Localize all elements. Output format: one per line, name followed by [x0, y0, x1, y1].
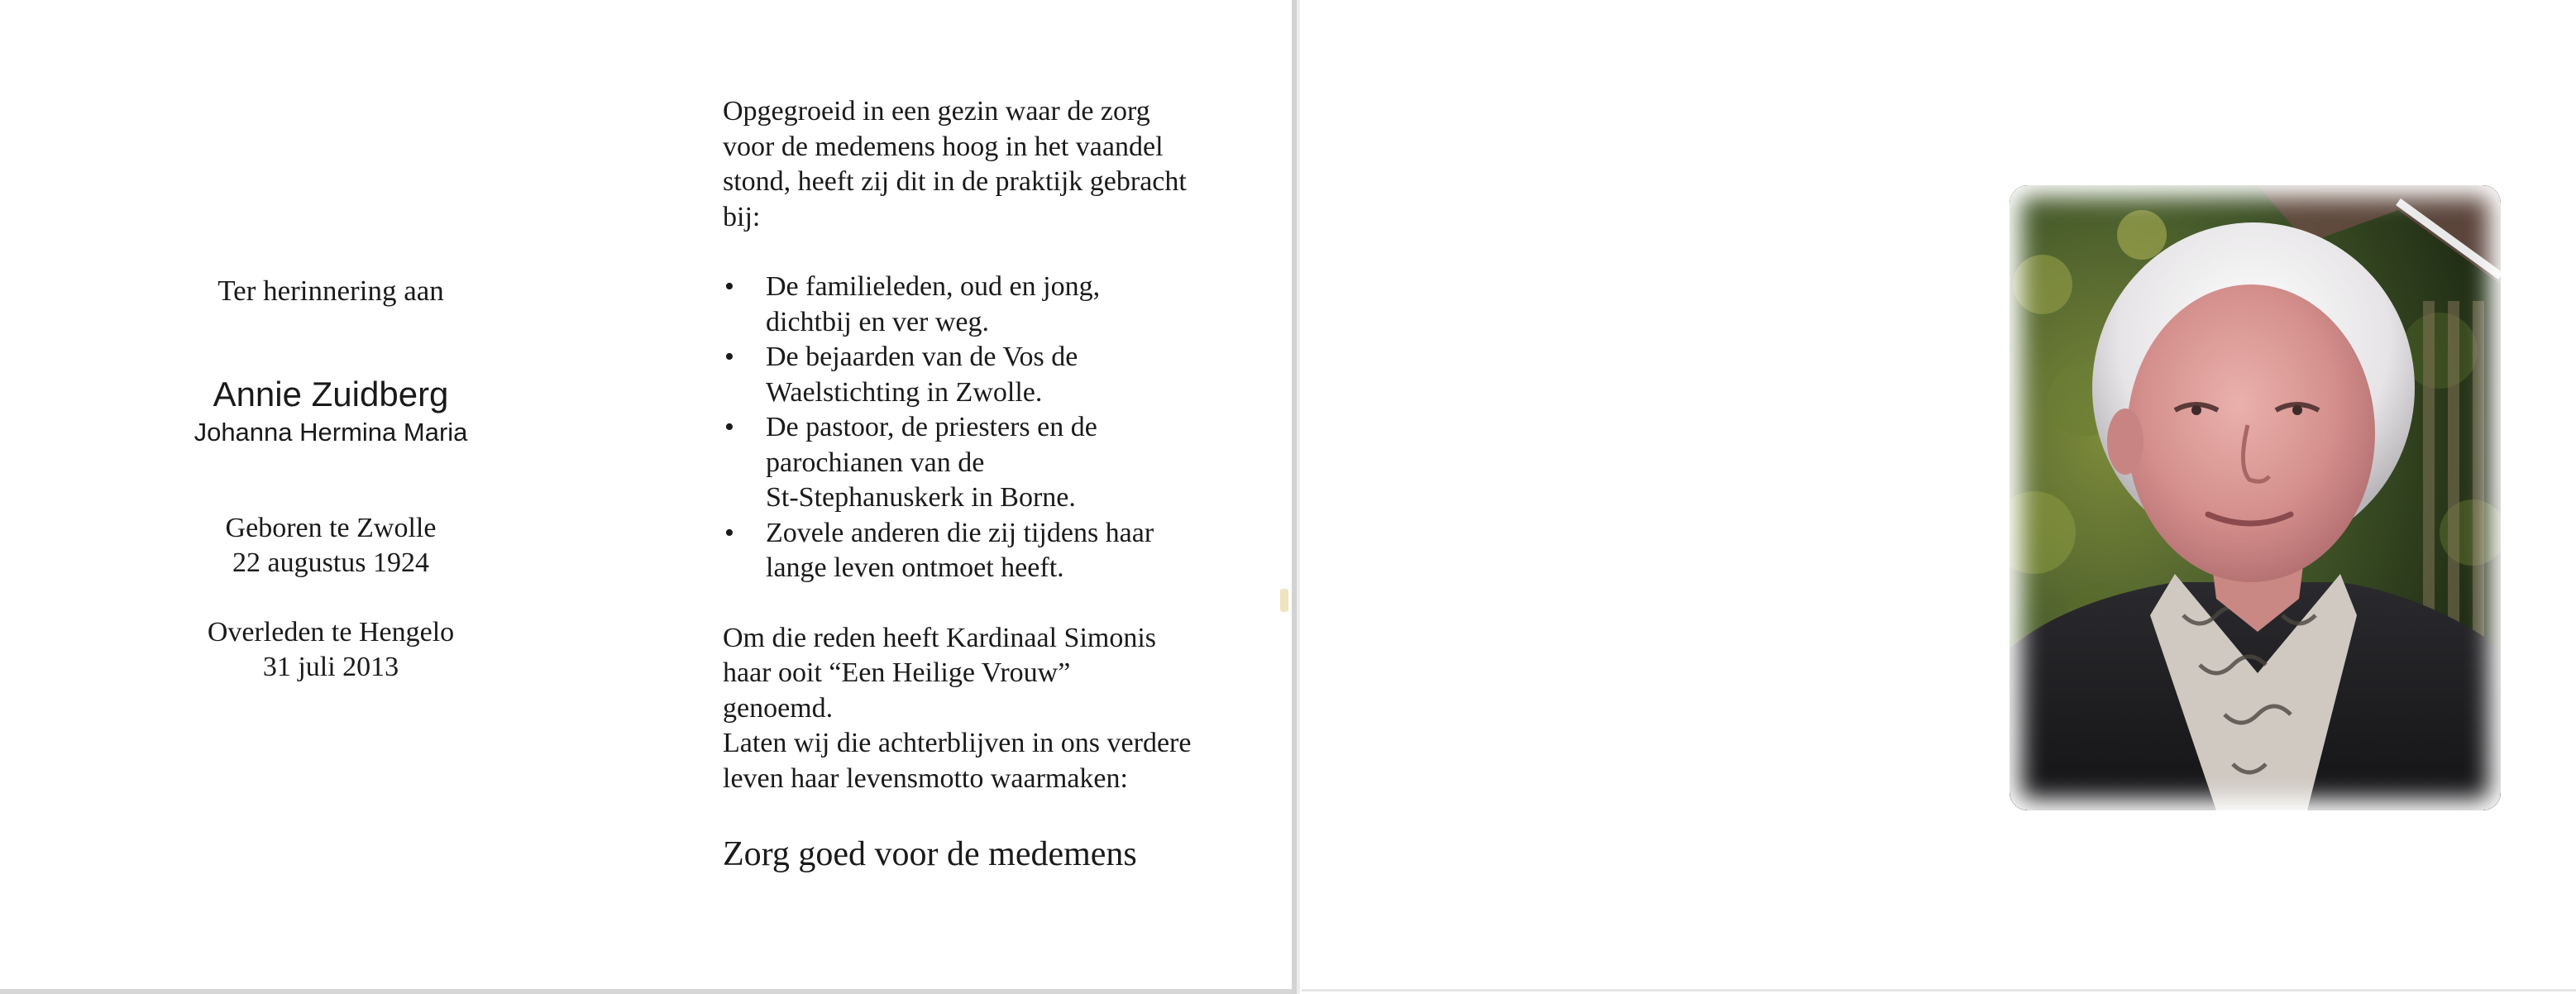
deceased-name: Annie Zuidberg	[213, 375, 449, 413]
death-place: Overleden te Hengelo	[207, 617, 455, 648]
list-item	[723, 516, 1235, 586]
list-item-line: parochianen van de	[766, 447, 985, 478]
memorial-intro: Ter herinnering aan	[217, 275, 444, 307]
face	[2127, 284, 2375, 582]
birth-block	[99, 511, 562, 581]
care-list	[723, 270, 1235, 586]
story-closing-line: genoemd.	[723, 692, 834, 724]
birth-place: Geboren te Zwolle	[225, 513, 437, 543]
bullet-icon: •	[724, 342, 734, 372]
story-intro-line: Opgegroeid in een gezin waar de zorg	[723, 96, 1150, 127]
list-item-line: De bejaarden van de Vos de	[766, 342, 1078, 372]
list-item	[723, 270, 1235, 340]
life-motto: Zorg goed voor de medemens	[723, 835, 1137, 873]
list-item-line: lange leven ontmoet heeft.	[766, 552, 1064, 583]
list-item-line: Waelstichting in Zwolle.	[766, 376, 1043, 408]
list-item-line: De pastoor, de priesters en de	[766, 412, 1097, 442]
bullet-icon: •	[724, 412, 734, 442]
portrait-photo	[2010, 185, 2501, 810]
list-item-line: Zovele anderen die zij tijdens haar	[766, 517, 1154, 548]
death-block	[99, 615, 562, 685]
deceased-given-names: Johanna Hermina Maria	[194, 418, 468, 447]
story-closing-line: leven haar levensmotto waarmaken:	[723, 762, 1128, 794]
story-closing-line: Laten wij die achterblijven in ons verdere	[723, 728, 1192, 758]
story-intro-line: stond, heeft zij dit in de praktijk gebracht	[723, 166, 1187, 197]
story-block	[723, 94, 1235, 876]
story-intro-line: bij:	[723, 201, 761, 232]
list-item	[723, 340, 1235, 410]
list-item	[723, 410, 1235, 516]
bullet-icon: •	[724, 517, 734, 548]
story-intro-line: voor de medemens hoog in het vaandel	[723, 131, 1164, 162]
bullet-icon: •	[724, 271, 734, 302]
list-item-line: dichtbij en ver weg.	[766, 306, 990, 337]
fold-mark	[1280, 589, 1288, 612]
list-item-line: St-Stephanuskerk in Borne.	[766, 482, 1076, 513]
story-closing-line: Om die reden heeft Kardinaal Simonis	[723, 622, 1157, 653]
story-closing-line: haar ooit “Een Heilige Vrouw”	[723, 657, 1071, 688]
birth-date: 22 augustus 1924	[232, 547, 429, 578]
death-date: 31 juli 2013	[262, 652, 399, 682]
memorial-block	[99, 273, 562, 685]
fence-background	[2423, 301, 2484, 648]
left-ear	[2107, 409, 2143, 475]
list-item-line: De familieleden, oud en jong,	[766, 271, 1101, 302]
portrait-illustration	[2010, 185, 2501, 810]
